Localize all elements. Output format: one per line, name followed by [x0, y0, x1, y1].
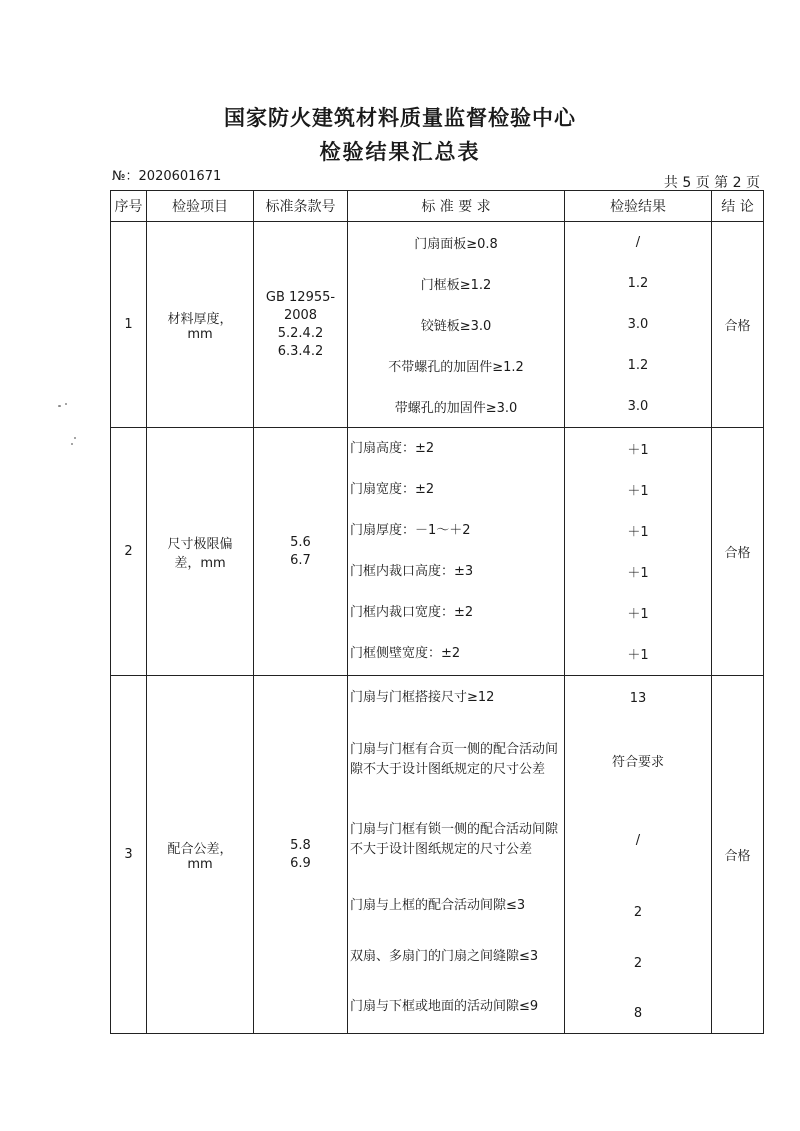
- requirement: 门扇宽度：±2: [350, 481, 435, 497]
- scan-speck: [71, 443, 73, 445]
- page-info: 共 5 页 第 2 页: [663, 175, 760, 191]
- col-header-item: 检验项目: [147, 191, 254, 222]
- table-row: [111, 676, 764, 1034]
- requirement: 门扇与门框有合页一侧的配合活动间隙不大于设计图纸规定的尺寸公差: [350, 742, 559, 777]
- requirement: 门框内裁口宽度：±2: [350, 604, 474, 620]
- requirement: 门扇高度：±2: [350, 440, 435, 456]
- doc-title: 检验结果汇总表: [319, 140, 481, 164]
- col-header-no: 序号: [111, 191, 147, 222]
- result: ＋1: [627, 525, 649, 540]
- org-title: 国家防火建筑材料质量监督检验中心: [224, 106, 576, 130]
- result: ＋1: [627, 566, 649, 581]
- results-table: [110, 190, 764, 1034]
- test-item-line: 材料厚度，: [167, 311, 233, 327]
- conclusion: 合格: [712, 222, 764, 428]
- table-row: [111, 428, 764, 676]
- standard-line: 5.2.4.2: [277, 325, 324, 341]
- results-cell: [565, 676, 712, 1034]
- requirement: 不带螺孔的加固件≥1.2: [388, 360, 524, 375]
- standard-line: 6.7: [290, 552, 311, 568]
- requirement: 门扇与门框搭接尺寸≥12: [350, 690, 495, 705]
- requirement: 门扇与下框或地面的活动间隙≤9: [350, 999, 539, 1014]
- result: ＋1: [627, 607, 649, 622]
- standard-clause: [254, 222, 348, 428]
- requirements-cell: [348, 428, 565, 676]
- col-header-std: 标准条款号: [254, 191, 348, 222]
- standard-clause: [254, 676, 348, 1034]
- requirement: 门框内裁口高度：±3: [350, 563, 474, 579]
- result: 3.0: [627, 399, 649, 414]
- standard-line: 5.6: [290, 534, 311, 550]
- result: 13: [629, 690, 647, 706]
- conclusion: 合格: [712, 428, 764, 676]
- requirement: 门扇厚度：－1～＋2: [350, 522, 471, 538]
- requirements-cell: [348, 222, 565, 428]
- test-item: [147, 428, 254, 676]
- row-number: 2: [111, 428, 147, 676]
- result: 8: [633, 1005, 643, 1021]
- results-cell: [565, 428, 712, 676]
- test-item: [147, 676, 254, 1034]
- doc-number-value: 2020601671: [138, 169, 222, 184]
- row-number: 1: [111, 222, 147, 428]
- result: 3.0: [627, 317, 649, 332]
- row-number: 3: [111, 676, 147, 1034]
- result: 2: [633, 904, 643, 920]
- conclusion: 合格: [712, 676, 764, 1034]
- requirements-cell: [348, 676, 565, 1034]
- standard-line: GB 12955-: [265, 289, 336, 305]
- requirement: 铰链板≥3.0: [420, 319, 492, 334]
- requirement: 门扇与门框有锁一侧的配合活动间隙不大于设计图纸规定的尺寸公差: [350, 822, 559, 857]
- result: ＋1: [627, 443, 649, 458]
- col-header-result: 检验结果: [565, 191, 712, 222]
- col-header-req: 标 准 要 求: [348, 191, 565, 222]
- requirement: 门框板≥1.2: [420, 278, 492, 293]
- requirement: 门框侧壁宽度：±2: [350, 645, 461, 661]
- requirement: 门扇与上框的配合活动间隙≤3: [350, 898, 526, 913]
- test-item-line: 配合公差，: [167, 841, 233, 857]
- requirement: 双扇、多扇门的门扇之间缝隙≤3: [350, 949, 539, 964]
- doc-number: [112, 165, 221, 184]
- requirement: 门扇面板≥0.8: [414, 237, 498, 252]
- requirement: 带螺孔的加固件≥3.0: [394, 401, 518, 416]
- result: /: [635, 832, 641, 848]
- test-item-unit: mm: [187, 326, 213, 342]
- doc-number-label: №：: [112, 169, 139, 184]
- table-row: [111, 222, 764, 428]
- result: /: [635, 235, 641, 250]
- test-item-unit: mm: [187, 856, 213, 872]
- scan-speck: [74, 437, 76, 439]
- standard-line: 6.3.4.2: [277, 343, 324, 359]
- scan-speck: [58, 405, 61, 407]
- result: ＋1: [627, 648, 649, 663]
- standard-line: 6.9: [290, 855, 311, 871]
- standard-line: 2008: [283, 307, 318, 323]
- results-cell: [565, 222, 712, 428]
- test-item-unit: 差，mm: [174, 555, 226, 571]
- col-header-conclusion: 结 论: [712, 191, 764, 222]
- result: 2: [633, 955, 643, 971]
- result: 1.2: [627, 276, 649, 291]
- result: ＋1: [627, 484, 649, 499]
- standard-clause: [254, 428, 348, 676]
- standard-line: 5.8: [290, 837, 311, 853]
- scan-speck: [65, 403, 67, 405]
- test-item-line: 尺寸极限偏: [167, 536, 233, 552]
- test-item: [147, 222, 254, 428]
- table-header-row: [111, 191, 764, 222]
- result: 1.2: [627, 358, 649, 373]
- result: 符合要求: [611, 754, 664, 770]
